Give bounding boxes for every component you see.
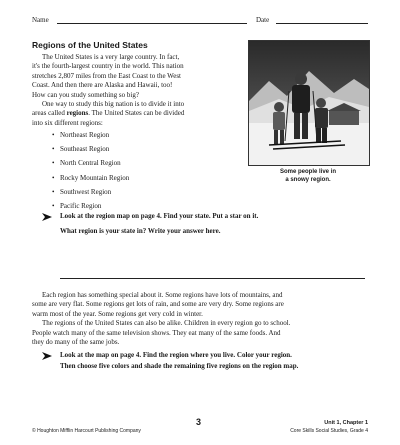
regions-term: regions	[66, 109, 89, 118]
instruction-shade-regions: Then choose five colors and shade the remaining five regions on the region map.	[60, 362, 299, 370]
instruction-star-state: Look at the region map on page 4. Find your state. Put a star on it.	[60, 212, 259, 220]
photo-caption: Some people live in a snowy region.	[279, 169, 336, 183]
date-label: Date	[256, 16, 270, 24]
para3-line: some are very flat. Some regions get lots of rain, and some are very dry. Some regions are	[32, 300, 284, 309]
para3-line: warm most of the year. Some regions get very cold in winter.	[32, 309, 203, 318]
para1-line: Coast. And then there are Alaska and Hawaii, too!	[32, 81, 173, 90]
page-number: 3	[196, 417, 202, 427]
unit-chapter: Unit 1, Chapter 1	[324, 420, 368, 426]
bullet-dot: •	[52, 188, 55, 196]
instruction-write-region: What region is your state in? Write your answer here.	[60, 227, 221, 235]
arrow-icon	[42, 213, 52, 221]
bullet-dot: •	[52, 159, 55, 167]
para4-line: they do many of the same jobs.	[32, 338, 120, 347]
para4-line: The regions of the United States can also be alike. Children in every region go to school.	[42, 319, 291, 328]
name-label: Name	[32, 16, 49, 24]
bullet-dot: •	[52, 202, 55, 210]
para1-line: How can you study something so big?	[32, 90, 139, 99]
region-item: Northeast Region	[60, 131, 110, 139]
bullet-dot: •	[52, 131, 55, 139]
copyright-notice: © Houghton Mifflin Harcourt Publishing Company	[32, 428, 141, 434]
para4-line: People watch many of the same television shows. They eat many of the same foods. And	[32, 328, 281, 337]
answer-write-line[interactable]	[60, 278, 365, 279]
snow-family-photo	[248, 40, 370, 166]
intro-paragraph	[32, 53, 242, 128]
bullet-dot: •	[52, 145, 55, 153]
date-write-line[interactable]	[276, 23, 368, 24]
series-title: Core Skills Social Studies, Grade 4	[290, 428, 368, 434]
para3-line: Each region has something special about it. Some regions have lots of mountains, and	[42, 291, 283, 299]
para1-line: stretches 2,807 miles from the East Coast to the West	[32, 71, 182, 80]
arrow-icon	[42, 352, 52, 360]
para2-line: areas called regions. The United States can be divided	[32, 109, 185, 118]
regions-differences-paragraph	[32, 291, 372, 347]
bullet-dot: •	[52, 174, 55, 182]
photo-illustration	[249, 41, 369, 165]
para2-line: into six different regions:	[32, 118, 103, 127]
instruction-color-region: Look at the map on page 4. Find the region where you live. Color your region.	[60, 351, 292, 359]
para1-line: it's the fourth-largest country in the world. This nation	[32, 62, 184, 71]
name-write-line[interactable]	[57, 23, 247, 24]
region-item: Southeast Region	[60, 145, 110, 153]
region-item: Rocky Mountain Region	[60, 174, 130, 182]
region-item: Pacific Region	[60, 202, 102, 210]
para2-line: One way to study this big nation is to divide it into	[42, 100, 185, 109]
region-item: Southwest Region	[60, 188, 112, 196]
section-title: Regions of the United States	[32, 40, 148, 50]
para1-line: The United States is a very large country. In fact,	[42, 53, 180, 61]
region-item: North Central Region	[60, 159, 121, 167]
